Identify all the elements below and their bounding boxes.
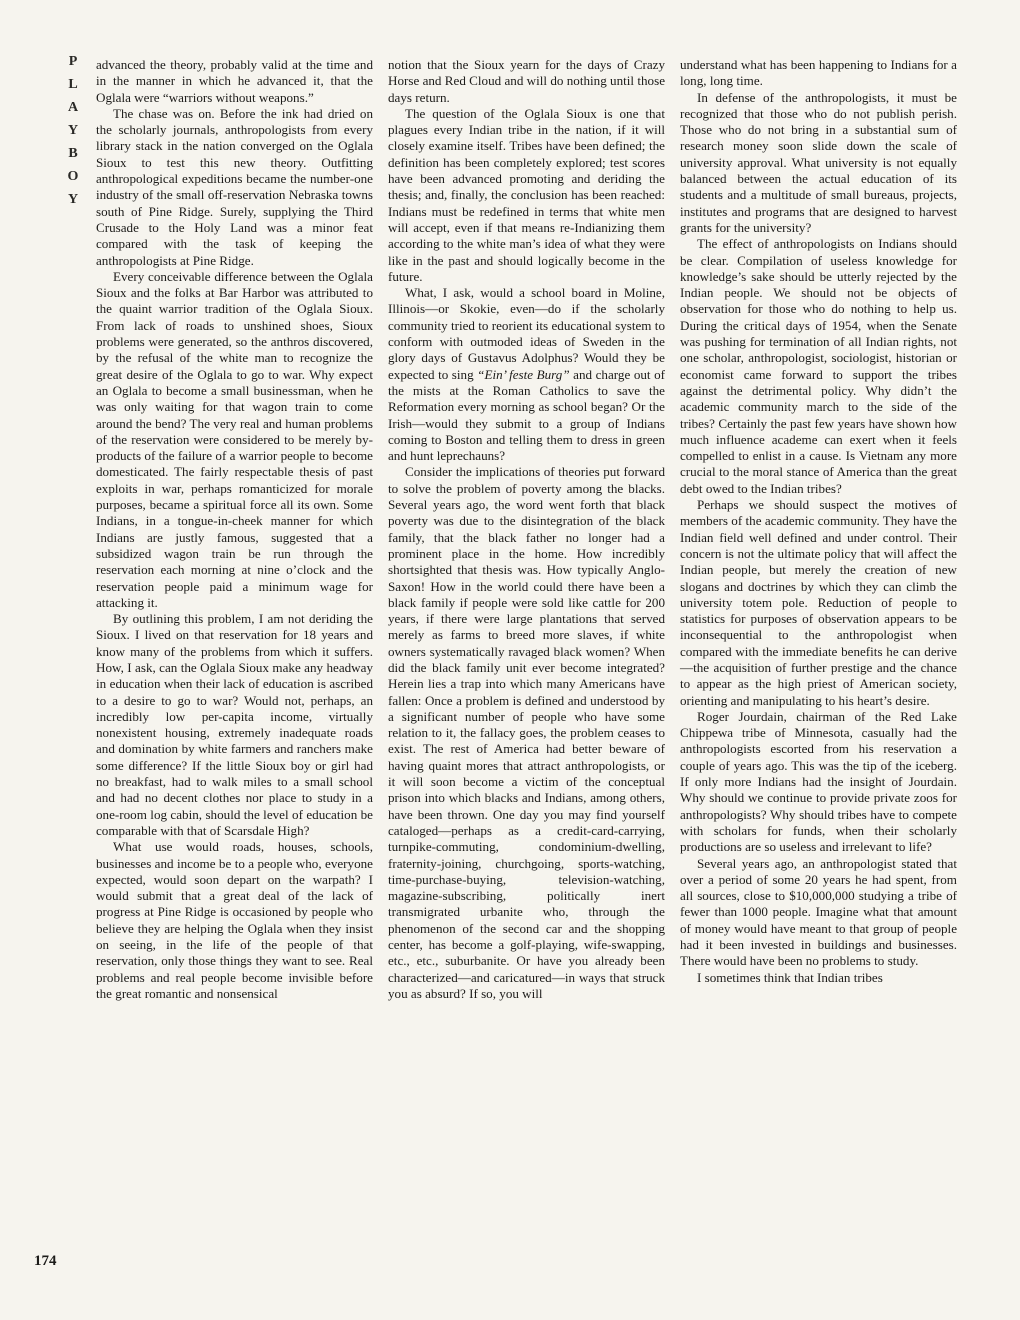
body-paragraph: What, I ask, would a school board in Moline, Illinois—or Skokie, even—do if the scholarly community tried to reorient its educational system to conform with outmoded ideas of Sweden in the glory days of Gustavus Adolphus? Would they be expected to sing “Ein’ feste Burg” and charge out of the mists at the Roman Catholics to save the Reformation every morning as school began? Or the Irish—would they submit to a group of Indians coming to Boston and telling them to dress in green and hunt leprechauns? xyxy=(388,285,665,464)
body-paragraph: advanced the theory, probably valid at the time and in the manner in which he advanced it, that the Oglala were “warriors without weapons.” xyxy=(96,57,373,105)
masthead-letter: L xyxy=(68,77,78,92)
body-paragraph: The chase was on. Before the ink had dried on the scholarly journals, anthropologists from every library stack in the nation converged on the Oglala Sioux to test this new theory. Outfitting anthropological expeditions became the number-one industry of the small off-reservation Nebraska towns south of Pine Ridge. Surely, supplying the Third Crusade to the Holy Land was a minor feat compared with the task of keeping the anthropologists at Pine Ridge. xyxy=(96,105,373,268)
italic-title: “Ein’ feste Burg” xyxy=(477,366,570,382)
masthead-letter: Y xyxy=(67,123,79,138)
body-paragraph: What use would roads, houses, schools, businesses and income be to a people who, everyone expected, would soon depart on the warpath? I would submit that a great deal of the lack of progress at Pine Ridge is occasioned by people who believe they are helping the Oglala when they insist on seeing, in the life of the people of that reservation, only those things they want to see. Real problems and real people become invisible before the great romantic and nonsensical xyxy=(96,839,373,1001)
page-number: 174 xyxy=(34,1253,57,1269)
text-column-3 xyxy=(680,57,957,986)
masthead-letter: O xyxy=(67,169,79,184)
body-paragraph: The question of the Oglala Sioux is one that plagues every Indian tribe in the nation, if it will closely examine itself. Tribes have been defined; the definition has been completely explored; test scores have been advanced promoting and deriding the thesis; and, finally, the conclusion has been reached: Indians must be redefined in terms that white men will accept, even if that means re-Indianizing them according to the white man’s idea of what they were like in the past and should logically become in the future. xyxy=(388,105,665,284)
body-paragraph: In defense of the anthropologists, it must be recognized that those who do not publish perish. Those who do not bring in a substantial sum of research money soon slide down the scale of university approval. What university is not equally balanced between the actual education of its students and a multitude of small bureaus, projects, institutes and programs that are designed to harvest grants for the university? xyxy=(680,89,957,235)
body-paragraph: notion that the Sioux yearn for the days of Crazy Horse and Red Cloud and will do nothing until those days return. xyxy=(388,57,665,105)
masthead-letter: Y xyxy=(67,192,79,207)
body-paragraph: Every conceivable difference between the Oglala Sioux and the folks at Bar Harbor was attributed to the quaint warrior tradition of the Oglala Sioux. From lack of roads to unshined shoes, Sioux problems were generated, so the anthros discovered, by the refusal of the white man to recognize the great desire of the Oglala to go to war. Why expect an Oglala to become a small businessman, when he was only waiting for that wagon train to come around the bend? The very real and human problems of the reservation were considered to be merely by-products of the failure of a warrior people to become domesticated. The fairly respectable thesis of past exploits in war, perhaps romanticized for morale purposes, became a spiritual force all its own. Some Indians, in a tongue-in-cheek manner for which Indians are justly famous, suggested that a subsidized wagon train be run through the reservation each morning at nine o’clock and the reservation people paid a minimum wage for attacking it. xyxy=(96,268,373,610)
masthead-letter: A xyxy=(67,100,79,115)
body-paragraph: Perhaps we should suspect the motives of members of the academic community. They have the Indian field well defined and under control. Their concern is not the ultimate policy that will affect the Indian people, but merely the creation of new slogans and doctrines by which they can climb the university totem pole. Reduction of people to statistics for purposes of observation appears to be inconsequential to the anthropologist when compared with the immediate benefits he can derive—the acquisition of further prestige and the chance to appear as the high priest of American society, orienting and manipulating to his heart’s desire. xyxy=(680,497,957,708)
body-paragraph: Several years ago, an anthropologist stated that over a period of some 20 years he had spent, from all sources, close to $10,000,000 studying a tribe of fewer than 1000 people. Imagine what that amount of money would have meant to that group of people had it been invested in buildings and businesses. There would have been no problems to study. xyxy=(680,855,957,969)
text-column-1 xyxy=(96,57,373,1002)
masthead-letter: P xyxy=(68,54,78,69)
body-paragraph: understand what has been happening to Indians for a long, long time. xyxy=(680,57,957,89)
body-paragraph: By outlining this problem, I am not deriding the Sioux. I lived on that reservation for 18 years and know many of the problems from which it suffers. How, I ask, can the Oglala Sioux make any headway in education when their lack of education is ascribed to a desire to go to war? Would not, perhaps, an incredibly low per-capita income, virtually nonexistent housing, extremely inadequate roads and domination by white farmers and ranchers make some difference? If the little Sioux boy or girl had no breakfast, had to walk miles to a small school and had no decent clothes nor place to study in a one-room log cabin, should the level of education be comparable with that of Scarsdale High? xyxy=(96,611,373,838)
body-paragraph: Consider the implications of theories put forward to solve the problem of poverty among the blacks. Several years ago, the word went forth that black poverty was due to the disintegration of the black family, that the black father no longer had a prominent place in the home. How incredibly shortsighted that thesis was. How typically Anglo-Saxon! How in the world could there have been a black family if people were sold like cattle for 200 years, if there were large plantations that served merely as farms to breed more slaves, if white owners systematically ravaged black women? When did the black family unit ever become integrated? Herein lies a trap into which many Americans have fallen: Once a problem is defined and understood by a significant number of people who have some relation to it, the fallacy goes, the problem ceases to exist. The rest of America had better beware of having quaint mores that attract anthropologists, or it will soon become a victim of the conceptual prison into which blacks and Indians, among others, have been thrown. One day you may find yourself cataloged—perhaps as a credit-card-carrying, turnpike-commuting, condominium-dwelling, fraternity-joining, churchgoing, sports-watching, time-purchase-buying, television-watching, magazine-subscribing, politically inert transmigrated urbanite who, through the phenomenon of the second car and the shopping center, has become a golf-playing, wife-swapping, etc., etc., suburbanite. Or have you already been characterized—and caricatured—in ways that struck you as absurd? If so, you will xyxy=(388,464,665,1001)
body-paragraph: Roger Jourdain, chairman of the Red Lake Chippewa tribe of Minnesota, casually had the anthropologists escorted from his reservation a couple of years ago. This was the tip of the iceberg. If only more Indians had the insight of Jourdain. Why should we continue to provide private zoos for anthropologists? Why should tribes have to compete with scholars for funds, when their scholarly productions are so useless and irrelevant to life? xyxy=(680,708,957,855)
body-paragraph: I sometimes think that Indian tribes xyxy=(697,969,883,985)
body-paragraph: The effect of anthropologists on Indians should be clear. Compilation of useless knowledge for knowledge’s sake should be utterly rejected by the Indian people. We should not be objects of observation for those who do nothing to help us. During the critical days of 1954, when the Senate was pushing for termination of all Indian rights, not one scholar, anthropologist, sociologist, historian or economist came forward to support the tribes against the detrimental policy. Why didn’t the academic community march to the side of the tribes? Certainly the past few years have shown how much influence academe can exert when it feels compelled to enlist in a cause. Is Vietnam any more crucial to the moral stance of America than the great debt owed to the Indian tribes? xyxy=(680,236,957,496)
text-column-2 xyxy=(388,57,665,1002)
masthead xyxy=(62,50,84,211)
masthead-letter: B xyxy=(68,146,78,161)
